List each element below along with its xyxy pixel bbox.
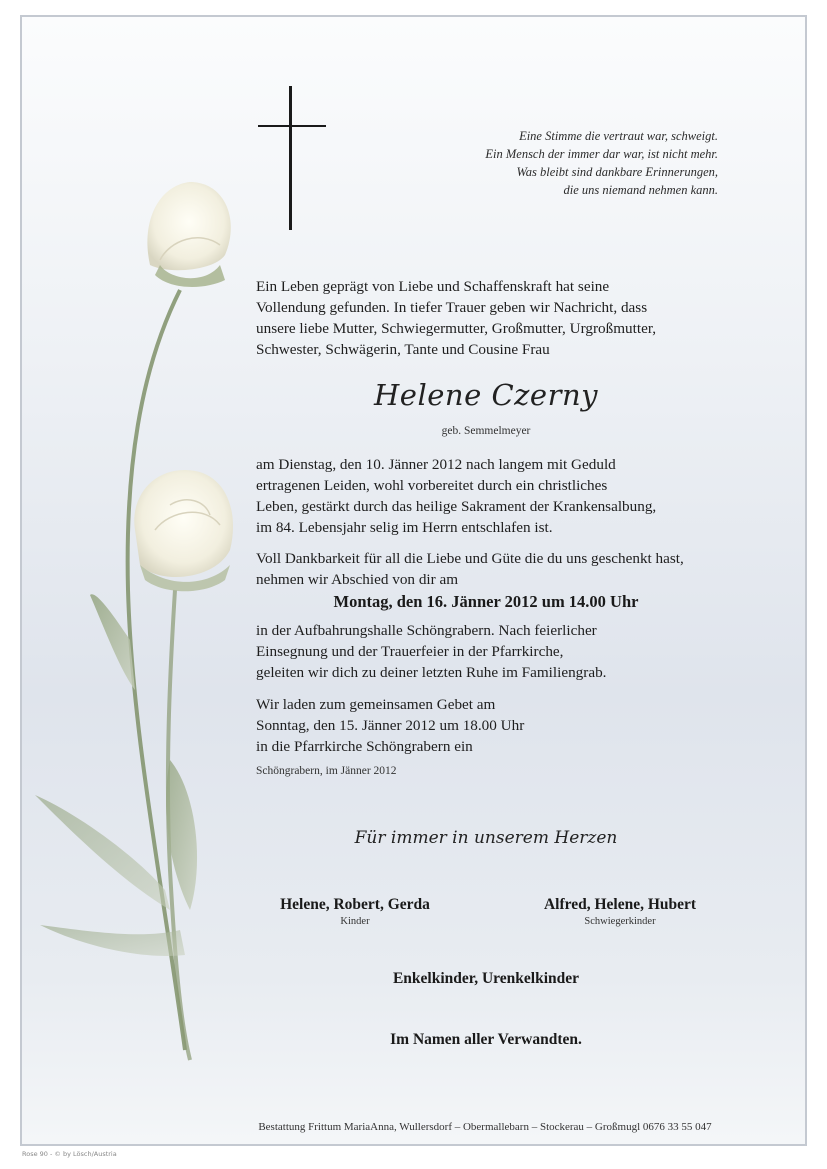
memorial-motto: Für immer in unserem Herzen (354, 828, 618, 848)
on-behalf-line: Im Namen aller Verwandten. (390, 1031, 582, 1048)
cross-icon (258, 86, 326, 230)
death-line: Leben, gestärkt durch das heilige Sakrament der Krankensalbung, (256, 498, 657, 515)
place-date: Schöngrabern, im Jänner 2012 (256, 765, 397, 777)
intro-line: Vollendung gefunden. In tiefer Trauer geben wir Nachricht, dass (256, 299, 648, 316)
prayer-line: in die Pfarrkirche Schöngrabern ein (256, 738, 473, 755)
thanks-text (256, 548, 684, 590)
family-relation: Schwiegerkinder (584, 916, 656, 927)
white-rose-illustration (20, 170, 250, 1070)
maiden-name: geb. Semmelmeyer (441, 425, 531, 437)
ceremony-line: in der Aufbahrungshalle Schöngrabern. Nach feierlicher (256, 622, 597, 639)
intro-line: Ein Leben geprägt von Liebe und Schaffenskraft hat seine (256, 278, 610, 295)
copyright-note: Rose 90 - © by Lösch/Austria (22, 1150, 117, 1158)
funeral-home-footer: Bestattung Frittum MariaAnna, Wullersdorf – Obermallebarn – Stockerau – Großmugl 0676 33 55 047 (258, 1121, 712, 1133)
prayer-line: Wir laden zum gemeinsamen Gebet am (256, 696, 496, 713)
thanks-line: nehmen wir Abschied von dir am (256, 571, 459, 588)
memorial-poem (430, 127, 718, 199)
intro-line: unsere liebe Mutter, Schwiegermutter, Großmutter, Urgroßmutter, (256, 320, 657, 337)
funeral-date: Montag, den 16. Jänner 2012 um 14.00 Uhr (333, 592, 639, 611)
family-names: Alfred, Helene, Hubert (543, 896, 697, 913)
ceremony-line: Einsegnung und der Trauerfeier in der Pfarrkirche, (256, 643, 564, 660)
family-relation: Kinder (340, 916, 370, 927)
ceremony-text (256, 620, 606, 683)
poem-line: Ein Mensch der immer dar war, ist nicht mehr. (485, 147, 718, 161)
ceremony-line: geleiten wir dich zu deiner letzten Ruhe im Familiengrab. (256, 664, 607, 681)
prayer-line: Sonntag, den 15. Jänner 2012 um 18.00 Uhr (256, 717, 525, 734)
prayer-invitation (256, 694, 524, 757)
deceased-name: Helene Czerny (374, 378, 598, 412)
poem-line: Was bleibt sind dankbare Erinnerungen, (516, 165, 718, 179)
poem-line: die uns niemand nehmen kann. (563, 183, 718, 197)
intro-text (256, 276, 656, 360)
family-group-children (250, 896, 460, 927)
death-line: im 84. Lebensjahr selig im Herrn entschlafen ist. (256, 519, 553, 536)
thanks-line: Voll Dankbarkeit für all die Liebe und Güte die du uns geschenkt hast, (256, 550, 684, 567)
family-names: Helene, Robert, Gerda (280, 896, 430, 913)
family-group-in-laws (510, 896, 730, 927)
death-line: ertragenen Leiden, wohl vorbereitet durch ein christliches (256, 477, 608, 494)
intro-line: Schwester, Schwägerin, Tante und Cousine Frau (256, 341, 550, 358)
grandchildren: Enkelkinder, Urenkelkinder (392, 970, 580, 987)
poem-line: Eine Stimme die vertraut war, schweigt. (519, 129, 718, 143)
death-notice (256, 454, 656, 538)
death-line: am Dienstag, den 10. Jänner 2012 nach langem mit Geduld (256, 456, 616, 473)
